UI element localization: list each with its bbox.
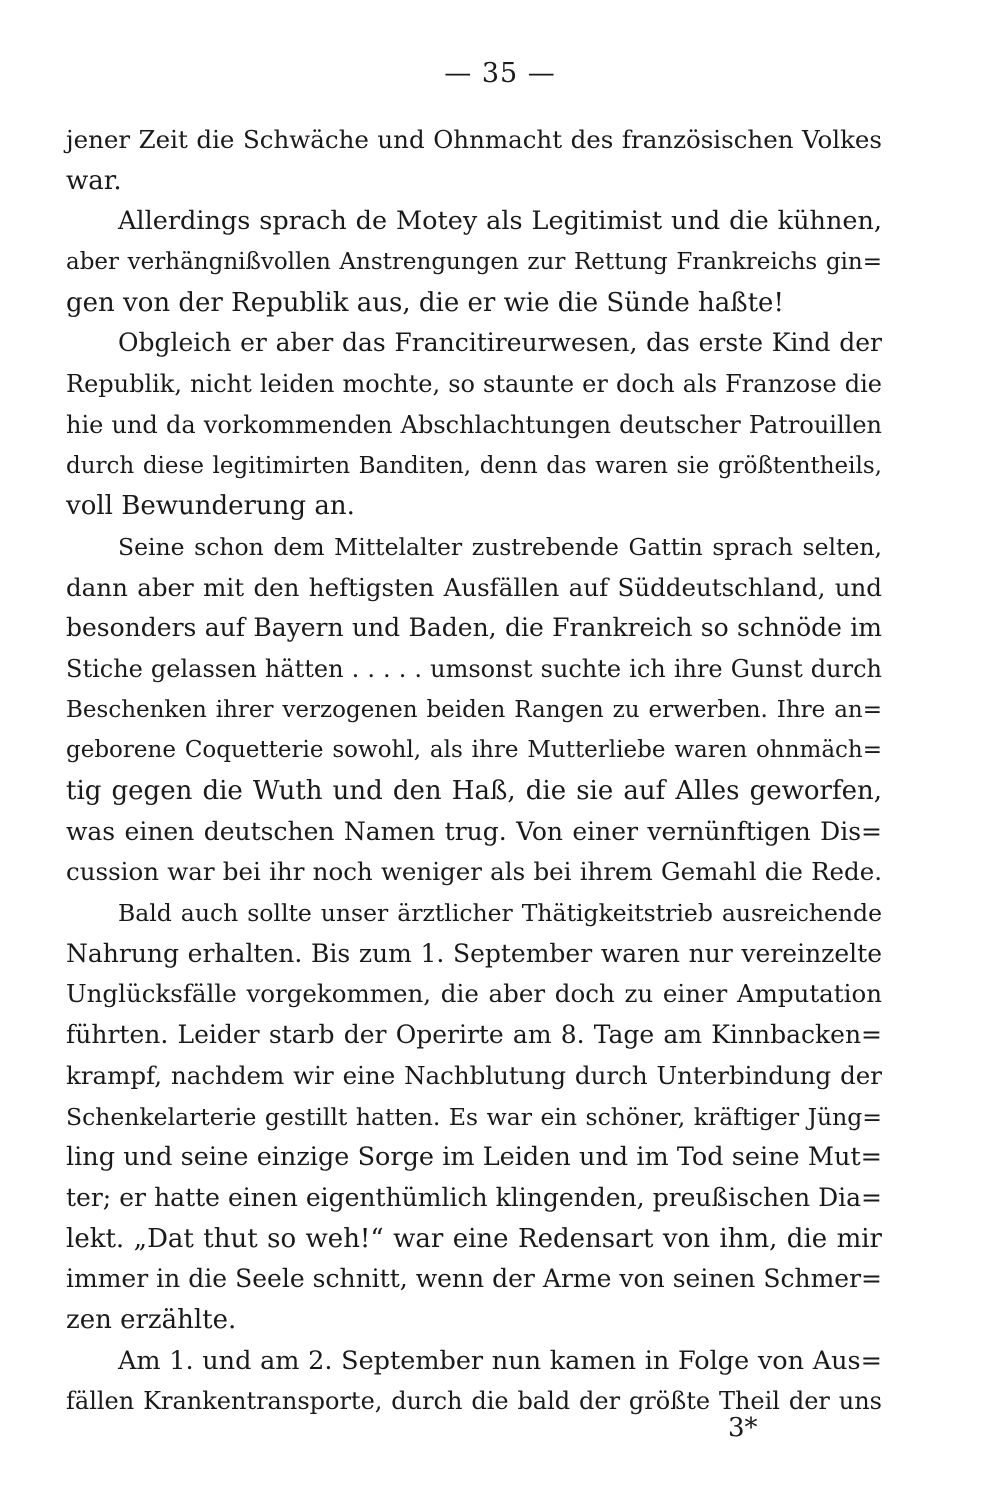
text-line: Bald auch sollte unser ärztlicher Thätigkeitstrieb ausreichende (118, 899, 882, 928)
text-line: Stiche gelassen hätten . . . . . umsonst suchte ich ihre Gunst durch (66, 654, 882, 683)
text-line: Seine schon dem Mittelalter zustrebende Gattin sprach selten, (118, 532, 882, 561)
text-line: ter; er hatte einen eigenthümlich klingenden, preußischen Dia= (66, 1182, 882, 1212)
text-line: Obgleich er aber das Francitireurwesen, das erste Kind der (118, 328, 882, 358)
text-line: Nahrung erhalten. Bis zum 1. September waren nur vereinzelte (66, 938, 882, 968)
text-line: lekt. „Dat thut so weh!“ war eine Redensart von ihm, die mir (66, 1223, 882, 1254)
text-line: tig gegen die Wuth und den Haß, die sie auf Alles geworfen, (66, 776, 882, 806)
text-line: war. (66, 165, 122, 196)
text-line: aber verhängnißvollen Anstrengungen zur Rettung Frankreichs gin= (66, 249, 882, 276)
text-line: immer in die Seele schnitt, wenn der Arme von seinen Schmer= (66, 1264, 882, 1294)
text-line: geborene Coquetterie sowohl, als ihre Mutterliebe waren ohnmäch= (66, 737, 882, 764)
text-line: jener Zeit die Schwäche und Ohnmacht des französischen Volkes (66, 125, 882, 154)
text-line: führten. Leider starb der Operirte am 8. Tage am Kinnbacken= (66, 1020, 882, 1050)
text-line: was einen deutschen Namen trug. Von einer vernünftigen Dis= (66, 816, 882, 846)
text-line: fällen Krankentransporte, durch die bald der größte Theil der uns (66, 1387, 882, 1416)
text-line: Schenkelarterie gestillt hatten. Es war ein schöner, kräftiger Jüng= (66, 1102, 882, 1131)
text-line: Am 1. und am 2. September nun kamen in Folge von Aus= (118, 1345, 882, 1376)
text-line: besonders auf Bayern und Baden, die Frankreich so schnöde im (66, 613, 882, 643)
body-text (66, 120, 882, 1422)
text-line: zen erzählte. (66, 1304, 237, 1335)
signature-mark: 3* (728, 1413, 758, 1443)
text-line: Beschenken ihrer verzogenen beiden Rangen zu erwerben. Ihre an= (66, 696, 882, 723)
text-line: voll Bewunderung an. (66, 491, 355, 522)
text-line: ling und seine einzige Sorge im Leiden und im Tod seine Mut= (66, 1142, 882, 1173)
text-line: durch diese legitimirten Banditen, denn das waren sie größtentheils, (66, 452, 882, 479)
text-line: Unglücksfälle vorgekommen, die aber doch zu einer Amputation (66, 979, 882, 1009)
text-line: Republik, nicht leiden mochte, so staunte er doch als Franzose die (66, 370, 882, 399)
text-line: hie und da vorkommenden Abschlachtungen deutscher Patrouillen (66, 410, 882, 439)
text-line: krampf, nachdem wir eine Nachblutung durch Unterbindung der (66, 1060, 882, 1090)
text-line: gen von der Republik aus, die er wie die Sünde haßte! (66, 287, 784, 318)
text-line: Allerdings sprach de Motey als Legitimist und die kühnen, (118, 206, 882, 237)
page-number: — 35 — (444, 58, 556, 89)
text-line: cussion war bei ihr noch weniger als bei ihrem Gemahl die Rede. (66, 857, 882, 887)
text-line: dann aber mit den heftigsten Ausfällen auf Süddeutschland, und (66, 572, 882, 602)
